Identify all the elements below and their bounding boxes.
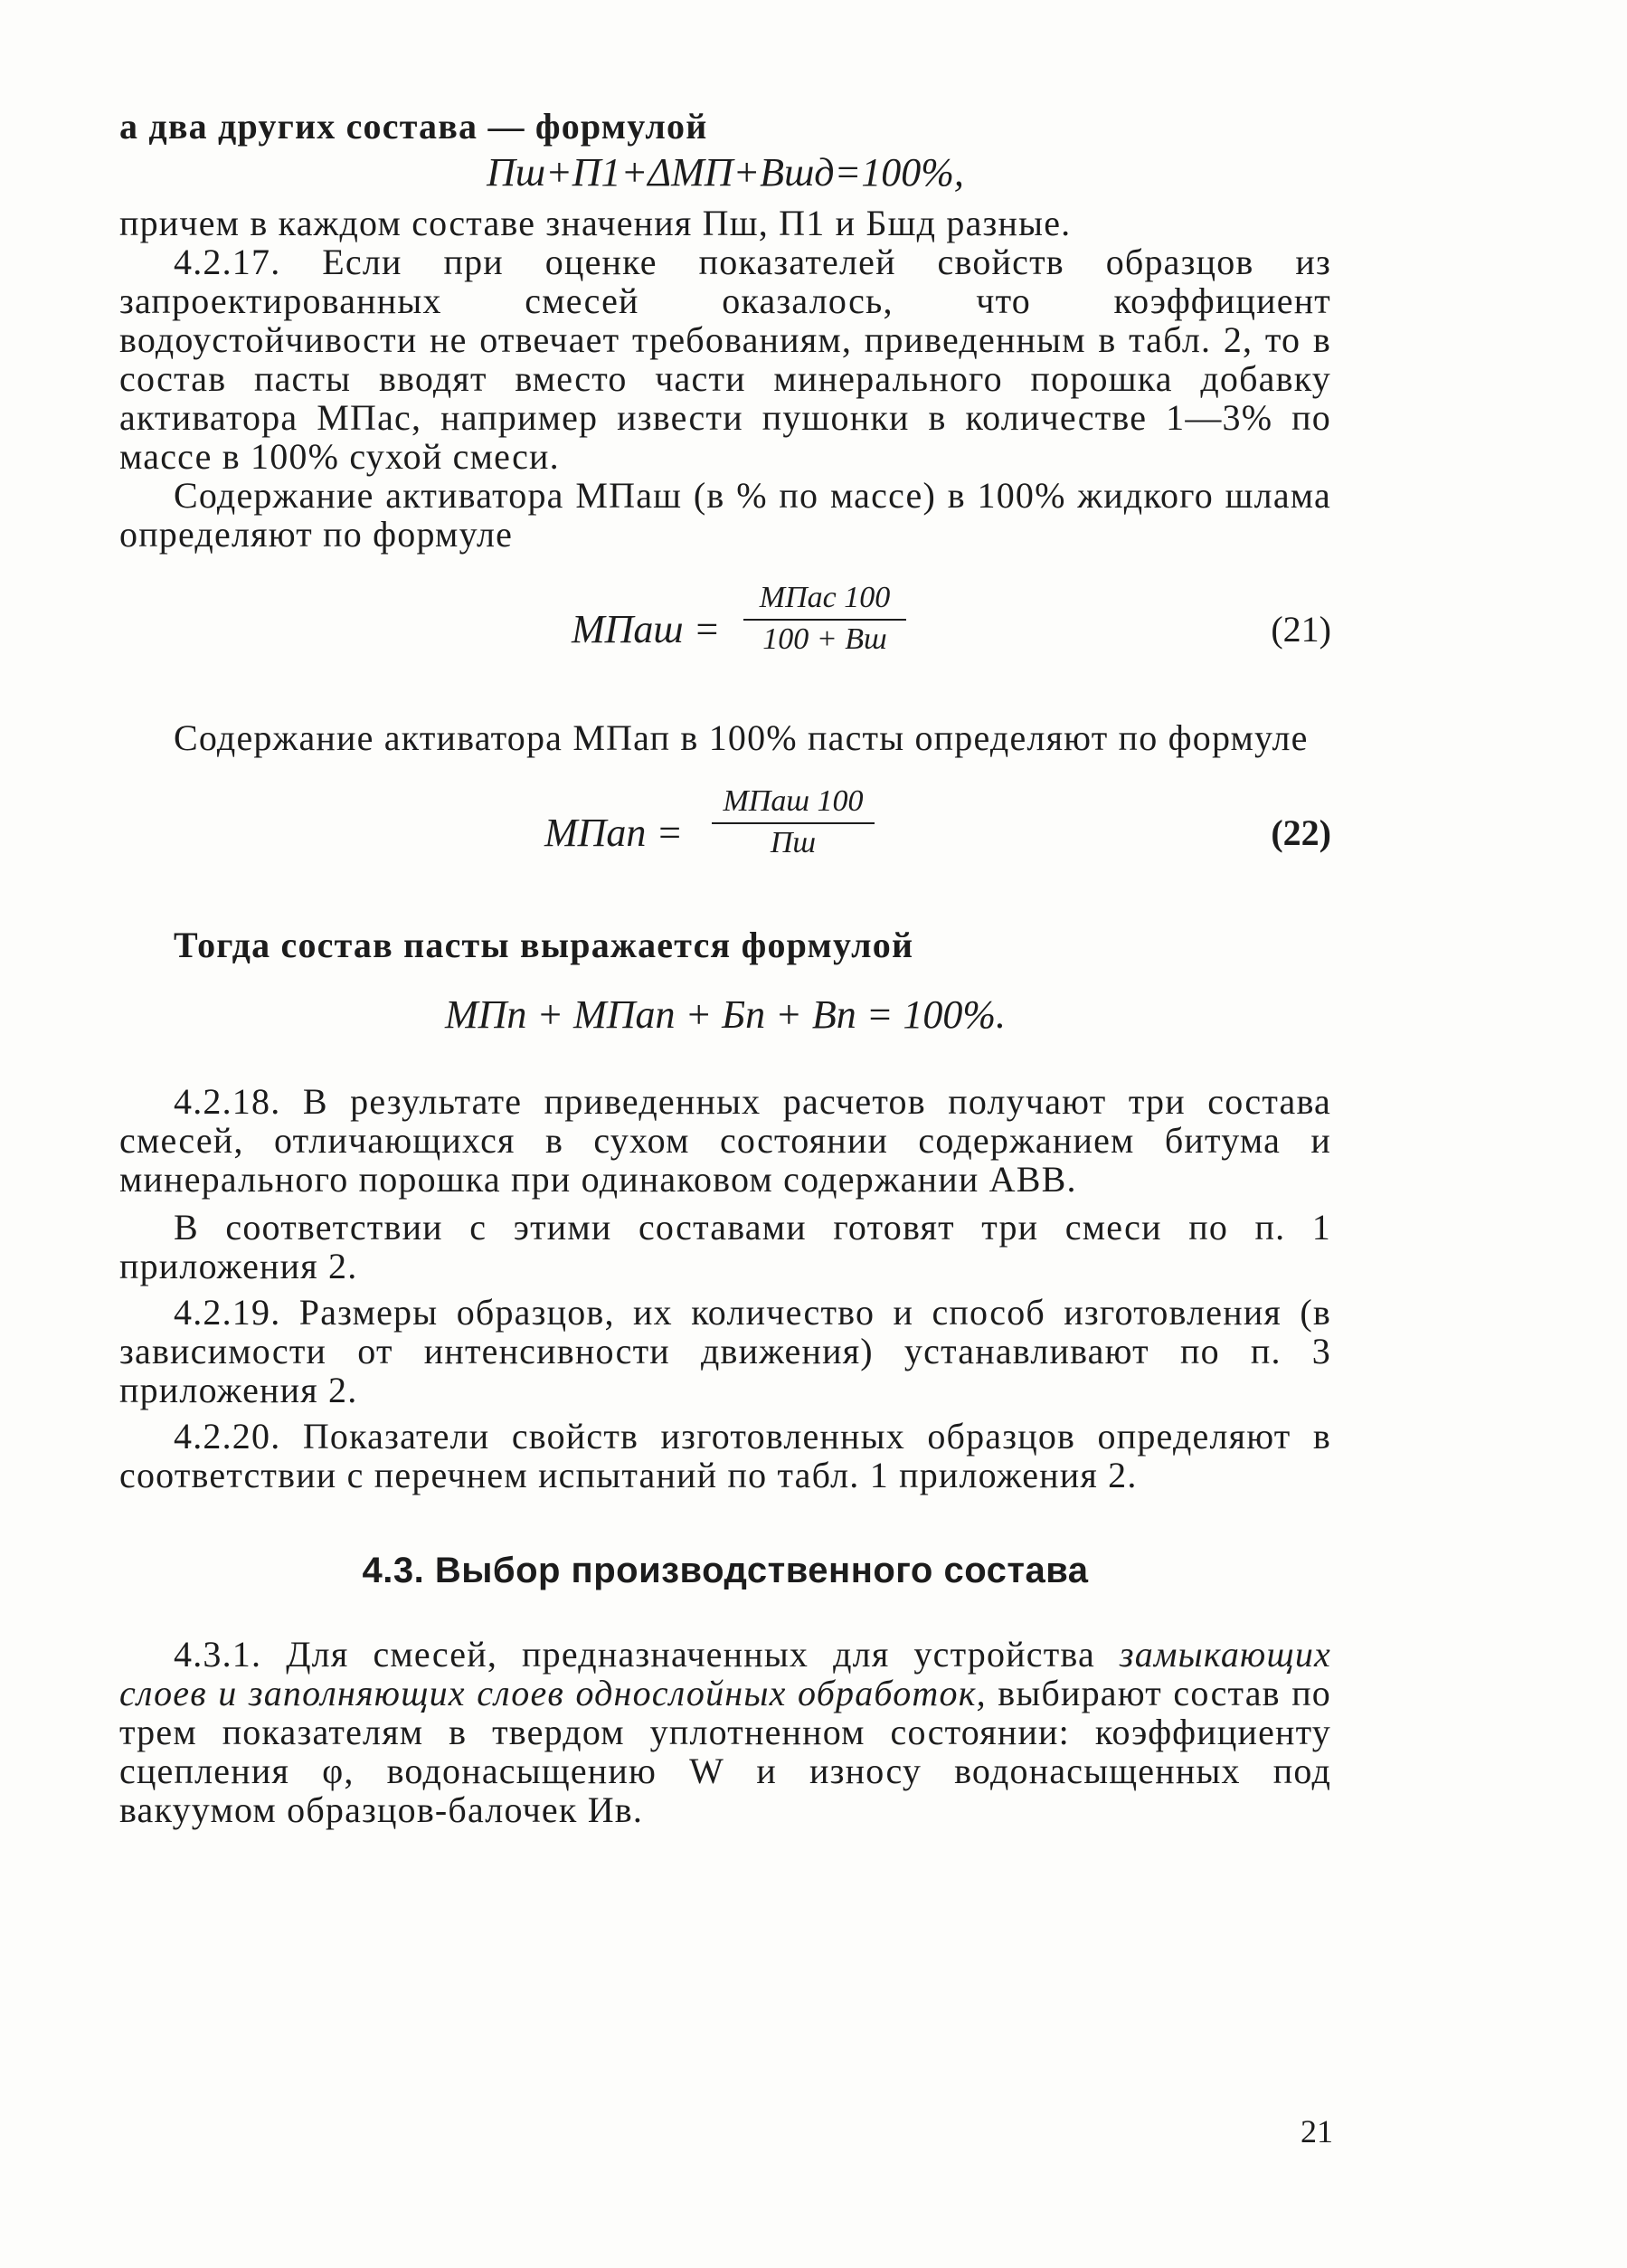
paragraph-4-3-1-end: выбирают состав по трем показателям в твердом уплотненном состоянии: коэффициенту сцепления φ, водонасыщению W и износу водонасыщенных под вакуумом образцов-балочек Ив. xyxy=(119,1673,1331,1830)
paragraph-activator-sludge: Содержание активатора МПаш (в % по массе) в 100% жидкого шлама определяют по формуле xyxy=(119,475,1331,555)
paragraph-activator-paste: Содержание активатора МПап в 100% пасты определяют по формуле xyxy=(174,717,1309,758)
paragraph-4-2-20: 4.2.20. Показатели свойств изготовленных образцов определяют в соответствии с перечнем испытаний по табл. 1 приложения 2. xyxy=(119,1416,1331,1495)
equation-21-lhs: МПаш = xyxy=(572,607,721,651)
text-column xyxy=(119,107,1331,1829)
formula-sum xyxy=(119,149,1331,204)
equation-22-lhs: МПап = xyxy=(544,811,684,855)
paragraph-three-mixes: В соответствии с этими составами готовят три смеси по п. 1 приложения 2. xyxy=(119,1207,1331,1286)
paragraph-paste-composition: Тогда состав пасты выражается формулой xyxy=(174,925,914,965)
equation-21-fraction xyxy=(743,581,906,657)
formula-sum-text: Пш+П1+ΔМП+Вшд=100%, xyxy=(487,150,964,195)
intro-line: а два других состава — формулой xyxy=(119,106,708,147)
paragraph-4-2-19: 4.2.19. Размеры образцов, их количество и способ изготовления (в зависимости от интенсивности движения) устанавливают по п. 3 приложения 2. xyxy=(119,1292,1331,1410)
equation-22-numerator: МПаш 100 xyxy=(723,784,864,818)
equation-22-number: (22) xyxy=(1271,812,1331,853)
paragraph-4-3-1 xyxy=(119,1635,1331,1829)
formula-paste xyxy=(119,992,1331,1046)
paragraph-4-2-17: 4.2.17. Если при оценке показателей свойств образцов из запроектированных смесей оказалось, что коэффициент водоустойчивости не отвечает требованиям, приведенным в табл. 2, то в состав пасты вводят вместо части минерального порошка добавку активатора МПас, например извести пушонки в количестве 1—3% по массе в 100% сухой смеси. xyxy=(119,242,1331,477)
paragraph-4-2-18: 4.2.18. В результате приведенных расчетов получают три состава смесей, отличающихся в сухом состоянии содержанием битума и минерального порошка при одинаковом содержании АВВ. xyxy=(119,1081,1331,1200)
paragraph-4-3-1-start: 4.3.1. Для смесей, предназначенных для устройства xyxy=(174,1634,1120,1675)
equation-21 xyxy=(119,581,1331,682)
values-line: причем в каждом составе значения Пш, П1 и Бшд разные. xyxy=(119,203,1072,243)
equation-22 xyxy=(119,784,1331,886)
equation-22-denominator: Пш xyxy=(770,826,817,859)
page-number: 21 xyxy=(1301,2113,1333,2149)
equation-22-fraction xyxy=(712,784,875,860)
equation-21-numerator: МПас 100 xyxy=(759,581,891,614)
paragraph-4-3-1-emphasis: замыкающих слоев и заполняющих слоев однослойных обработок, xyxy=(119,1634,1331,1713)
formula-paste-text: МПп + МПап + Бп + Вп = 100%. xyxy=(444,992,1007,1037)
section-heading: 4.3. Выбор производственного состава xyxy=(362,1551,1089,1590)
equation-21-number: (21) xyxy=(1271,609,1331,650)
equation-21-denominator: 100 + Вш xyxy=(762,622,887,656)
